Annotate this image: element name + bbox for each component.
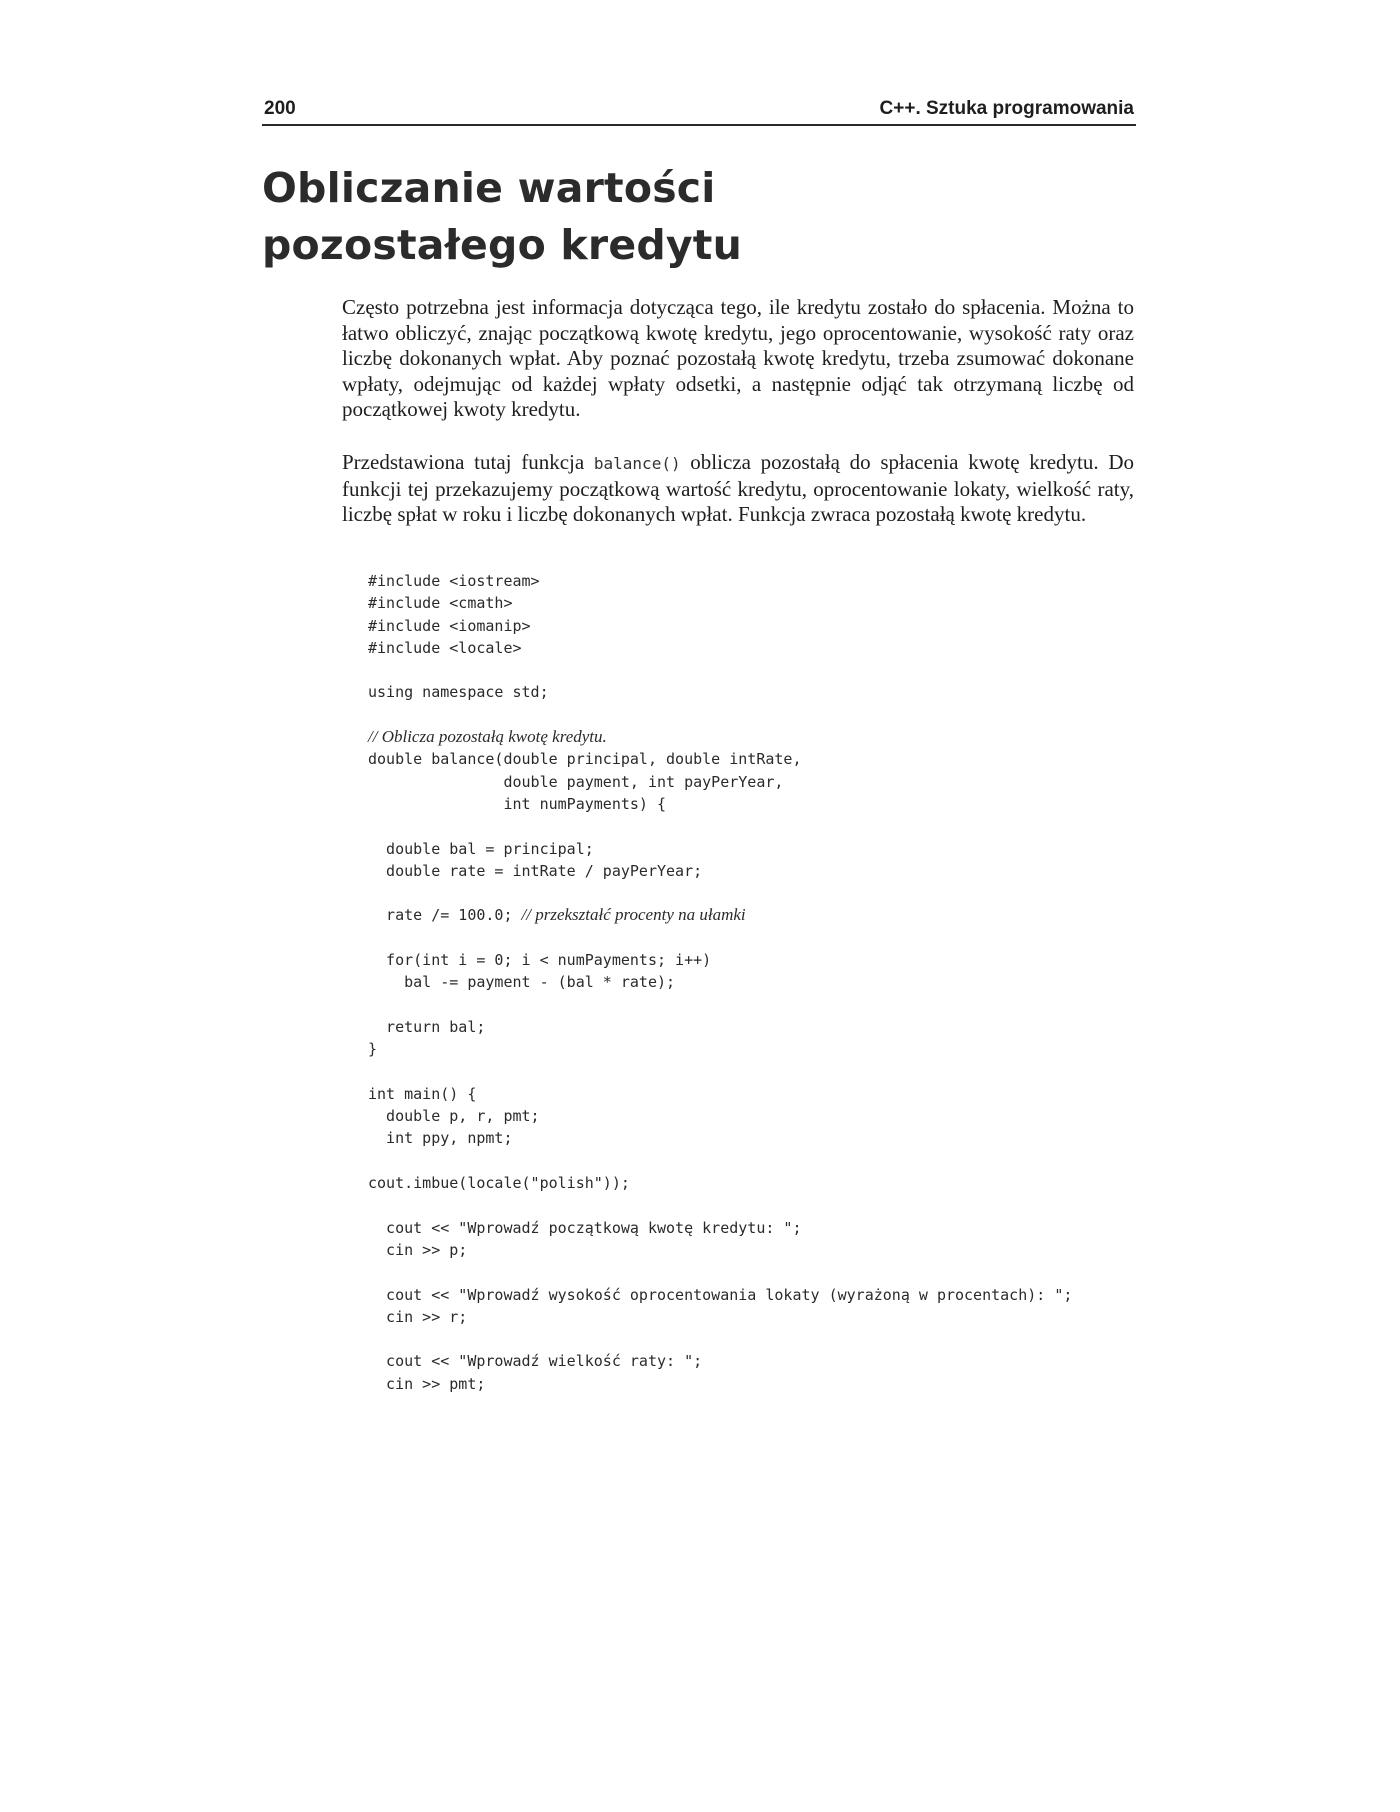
code-text: int main() { — [368, 1084, 477, 1103]
code-line — [368, 1105, 1072, 1127]
code-text: cin >> pmt; — [368, 1374, 486, 1393]
code-text: bal -= payment - (bal * rate); — [368, 973, 676, 992]
page-header — [262, 96, 1136, 126]
code-line — [368, 659, 1072, 681]
code-line — [368, 615, 1072, 637]
code-text: } — [368, 1040, 378, 1059]
code-line — [368, 570, 1072, 592]
code-line — [368, 1350, 1072, 1372]
code-line — [368, 1061, 1072, 1083]
code-line — [368, 949, 1072, 971]
code-text: int ppy, npmt; — [368, 1129, 513, 1148]
code-text: cout << "Wprowadź wielkość raty: "; — [368, 1352, 703, 1371]
code-line — [368, 637, 1072, 659]
code-text: cin >> p; — [368, 1240, 468, 1259]
code-line — [368, 1038, 1072, 1060]
running-title: C++. Sztuka programowania — [879, 98, 1134, 119]
section-title-line-1: Obliczanie wartości — [262, 164, 716, 212]
code-text: return bal; — [368, 1017, 486, 1036]
code-line — [368, 1306, 1072, 1328]
code-line — [368, 904, 1072, 926]
code-comment: // Oblicza pozostałą kwotę kredytu. — [368, 727, 607, 747]
code-line — [368, 1261, 1072, 1283]
paragraph-text: oblicza pozostałą do spłacenia kwotę kredytu. Do funkcji tej przekazujemy początkową wartość kredytu, oprocentowanie lokaty, wielkość raty, liczbę spłat w roku i liczbę dokonanych wpłat. Funkcja zwraca pozostałą kwotę kredytu. — [342, 450, 1134, 526]
code-line — [368, 1194, 1072, 1216]
code-text: rate /= 100.0; — [368, 906, 522, 925]
code-line — [368, 882, 1072, 904]
code-line — [368, 1217, 1072, 1239]
code-line — [368, 1239, 1072, 1261]
paragraph-balance-function — [342, 450, 1134, 528]
code-text: #include <iostream> — [368, 572, 540, 590]
code-line — [368, 971, 1072, 993]
code-line — [368, 771, 1072, 793]
inline-code-balance: balance() — [593, 454, 681, 473]
code-line — [368, 1373, 1072, 1395]
code-text: #include <locale> — [368, 638, 522, 657]
code-line — [368, 927, 1072, 949]
code-line — [368, 1328, 1072, 1350]
section-title-line-2: pozostałego kredytu — [262, 221, 742, 269]
code-text: double bal = principal; — [368, 839, 594, 858]
code-line — [368, 838, 1072, 860]
page-number: 200 — [264, 98, 296, 119]
code-line — [368, 1284, 1072, 1306]
code-text: double payment, int payPerYear, — [368, 772, 784, 791]
code-line — [368, 1172, 1072, 1194]
code-comment: // przekształć procenty na ułamki — [521, 905, 746, 925]
section-title — [262, 160, 962, 274]
code-text: cout.imbue(locale("polish")); — [368, 1174, 630, 1193]
code-line — [368, 1150, 1072, 1172]
code-text: #include <iomanip> — [368, 616, 531, 635]
code-text: #include <cmath> — [368, 594, 513, 613]
code-line — [368, 1083, 1072, 1105]
code-text: cout << "Wprowadź początkową kwotę kredytu: "; — [368, 1218, 802, 1237]
code-line — [368, 1016, 1072, 1038]
code-text: cin >> r; — [368, 1307, 468, 1326]
code-line — [368, 1127, 1072, 1149]
code-text: double p, r, pmt; — [368, 1107, 540, 1126]
code-text: using namespace std; — [368, 683, 549, 702]
code-text: double balance(double principal, double intRate, — [368, 750, 802, 769]
code-text: cout << "Wprowadź wysokość oprocentowania lokaty (wyrażoną w procentach): "; — [368, 1285, 1073, 1304]
code-line — [368, 860, 1072, 882]
code-line — [368, 815, 1072, 837]
paragraph-intro: Często potrzebna jest informacja dotycząca tego, ile kredytu zostało do spłacenia. Można to łatwo obliczyć, znając początkową kwotę kredytu, jego oprocentowanie, wysokość raty oraz liczbę dokonanych wpłat. Aby poznać pozostałą kwotę kredytu, trzeba zsumować dokonane wpłaty, odejmując od każdej wpłaty odsetki, a następnie odjąć tak otrzymaną liczbę od początkowej kwoty kredytu. — [342, 295, 1134, 421]
code-text: double rate = intRate / payPerYear; — [368, 861, 703, 880]
code-line — [368, 704, 1072, 726]
paragraph-text: Przedstawiona tutaj funkcja — [342, 450, 594, 474]
code-line — [368, 748, 1072, 770]
code-listing — [368, 570, 1072, 1395]
code-line — [368, 793, 1072, 815]
code-line — [368, 592, 1072, 614]
code-text: for(int i = 0; i < numPayments; i++) — [368, 951, 712, 970]
code-text: int numPayments) { — [368, 794, 667, 813]
code-line — [368, 681, 1072, 703]
code-line — [368, 994, 1072, 1016]
code-line — [368, 726, 1072, 748]
